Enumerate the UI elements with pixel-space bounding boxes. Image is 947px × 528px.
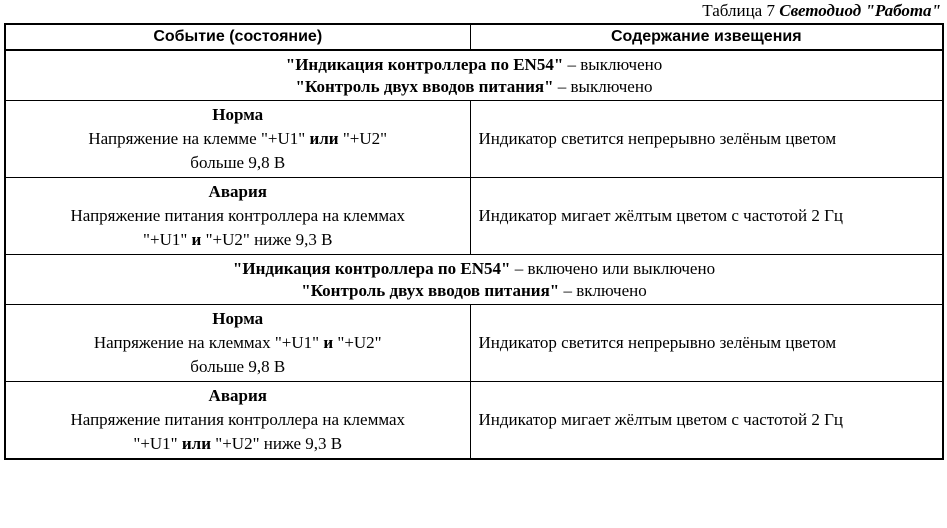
section-line1-bold: "Индикация контроллера по EN54" <box>285 55 564 74</box>
event-text: Напряжение на клемме "+U1" <box>88 129 310 148</box>
section-line1-rest: – включено или выключено <box>510 259 716 278</box>
event-text: Напряжение питания контроллера на клеммах <box>70 410 406 429</box>
event-text: "+U2" ниже 9,3 В <box>211 434 343 453</box>
event-text: Напряжение питания контроллера на клеммах <box>70 206 406 225</box>
caption-title: Светодиод "Работа" <box>779 1 941 20</box>
message-cell: Индикатор мигает жёлтым цветом с частотой 2 Гц <box>470 382 943 460</box>
header-event: Событие (состояние) <box>5 24 470 50</box>
event-text-bold: и <box>191 230 202 249</box>
event-cell <box>5 178 470 255</box>
event-text-bold: или <box>309 129 339 148</box>
section-condition <box>5 255 943 305</box>
table-row <box>5 382 943 460</box>
event-title: Авария <box>208 182 267 201</box>
section-row <box>5 50 943 101</box>
table-row <box>5 178 943 255</box>
event-text: "+U1" <box>133 434 182 453</box>
section-line2-rest: – выключено <box>553 77 653 96</box>
table-caption <box>702 1 941 21</box>
message-cell: Индикатор светится непрерывно зелёным цветом <box>470 101 943 178</box>
event-cell <box>5 101 470 178</box>
event-text: "+U2" <box>333 333 382 352</box>
event-text: "+U2" ниже 9,3 В <box>201 230 333 249</box>
event-text-bold: и <box>323 333 334 352</box>
section-condition <box>5 50 943 101</box>
event-cell <box>5 382 470 460</box>
table-row <box>5 305 943 382</box>
section-line2-bold: "Контроль двух вводов питания" <box>295 77 554 96</box>
event-text: больше 9,8 В <box>190 153 286 172</box>
table-row <box>5 101 943 178</box>
event-title: Авария <box>208 386 267 405</box>
section-row <box>5 255 943 305</box>
section-line2-rest: – включено <box>559 281 647 300</box>
event-text: Напряжение на клеммах "+U1" <box>93 333 324 352</box>
section-line1-rest: – выключено <box>563 55 663 74</box>
event-title: Норма <box>212 105 264 124</box>
section-line2-bold: "Контроль двух вводов питания" <box>301 281 560 300</box>
event-text: "+U1" <box>143 230 192 249</box>
event-text: больше 9,8 В <box>190 357 286 376</box>
event-title: Норма <box>212 309 264 328</box>
event-text: "+U2" <box>338 129 388 148</box>
caption-prefix: Таблица 7 <box>702 1 780 20</box>
event-text-bold: или <box>181 434 212 453</box>
header-content: Содержание извещения <box>470 24 943 50</box>
led-status-table <box>4 23 944 460</box>
header-row <box>5 24 943 50</box>
message-cell: Индикатор светится непрерывно зелёным цветом <box>470 305 943 382</box>
section-line1-bold: "Индикация контроллера по EN54" <box>232 259 511 278</box>
message-cell: Индикатор мигает жёлтым цветом с частотой 2 Гц <box>470 178 943 255</box>
event-cell <box>5 305 470 382</box>
